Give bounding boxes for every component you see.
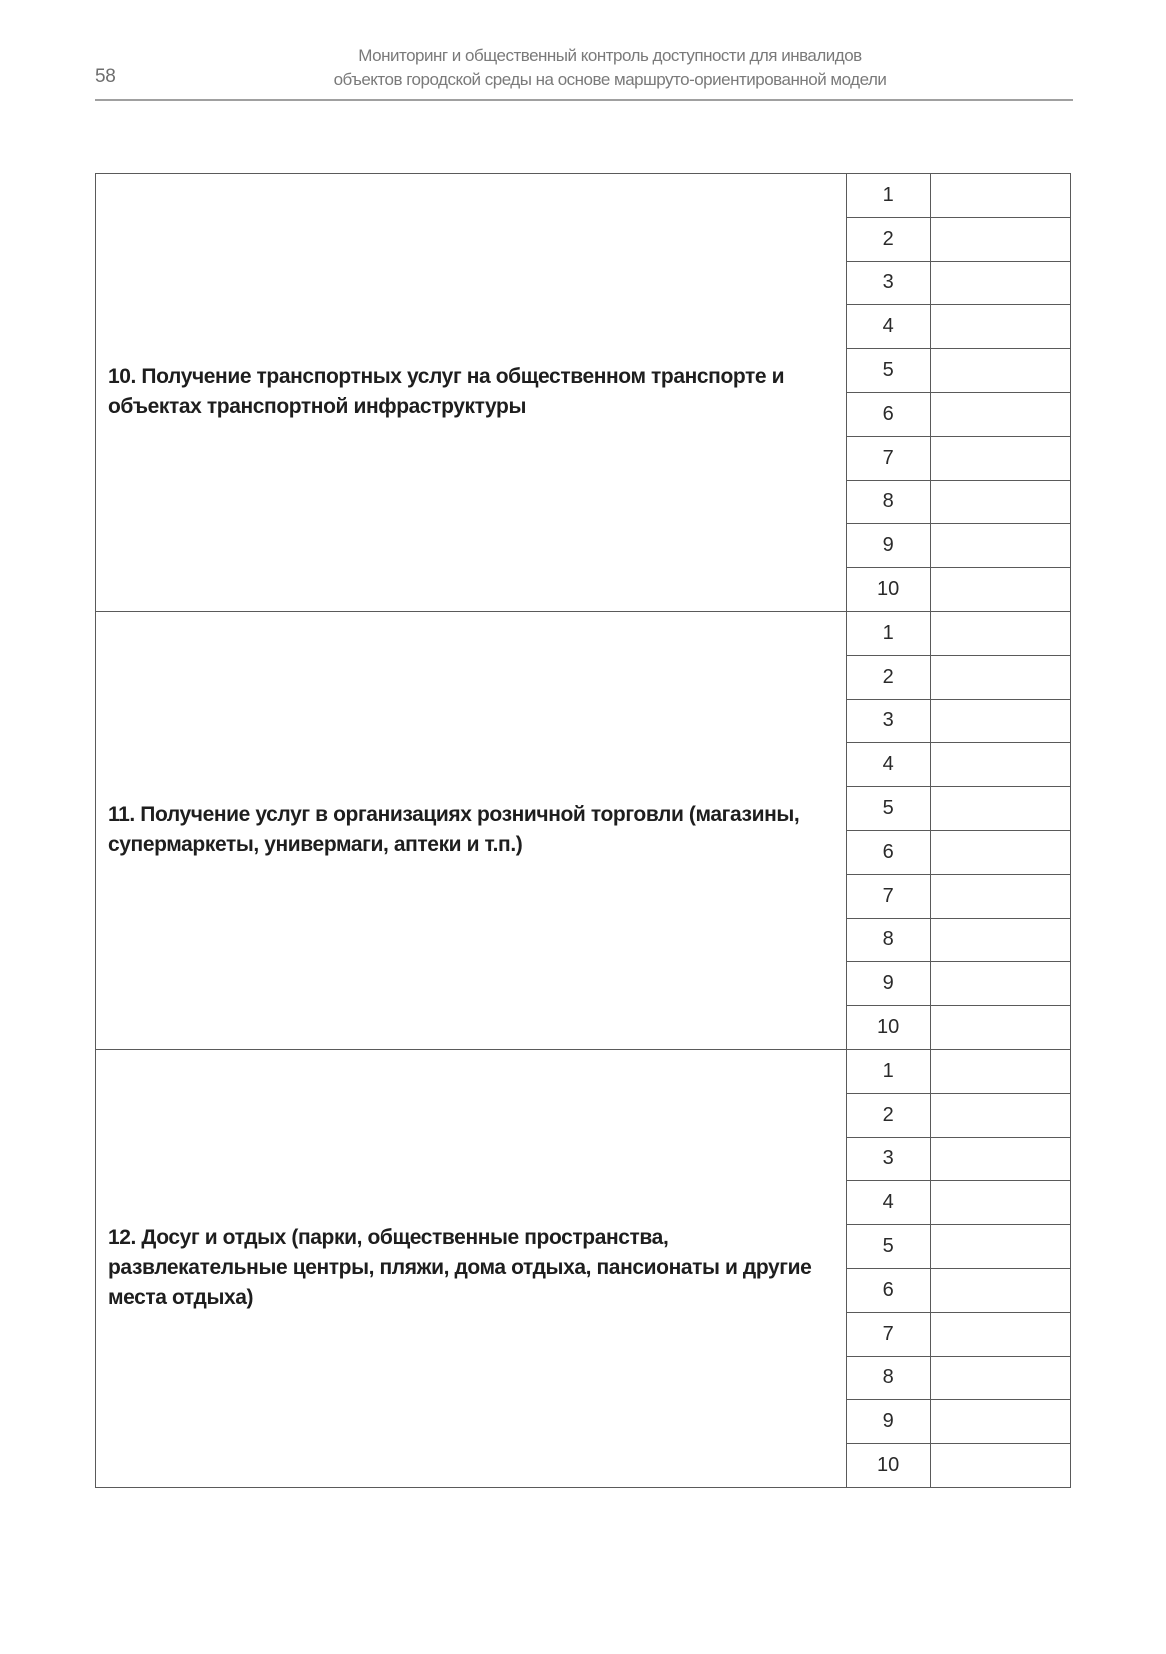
answer-cell[interactable] <box>930 1093 1070 1137</box>
row-number: 4 <box>846 305 930 349</box>
answer-cell[interactable] <box>930 436 1070 480</box>
answer-cell[interactable] <box>930 962 1070 1006</box>
row-number: 6 <box>846 1268 930 1312</box>
row-number: 2 <box>846 1093 930 1137</box>
page-number: 58 <box>95 66 116 87</box>
row-number: 7 <box>846 874 930 918</box>
row-number: 4 <box>846 1181 930 1225</box>
running-title-line-1: Мониторинг и общественный контроль доступности для инвалидов <box>358 46 862 65</box>
answer-cell[interactable] <box>930 787 1070 831</box>
row-number: 10 <box>846 1444 930 1488</box>
assessment-table <box>95 173 1071 1488</box>
row-number: 1 <box>846 174 930 218</box>
answer-cell[interactable] <box>930 174 1070 218</box>
row-number: 7 <box>846 1312 930 1356</box>
table-row <box>96 1049 1071 1093</box>
row-number: 5 <box>846 349 930 393</box>
row-number: 7 <box>846 436 930 480</box>
row-number: 3 <box>846 261 930 305</box>
row-number: 5 <box>846 787 930 831</box>
table-row <box>96 611 1071 655</box>
answer-cell[interactable] <box>930 1049 1070 1093</box>
answer-cell[interactable] <box>930 830 1070 874</box>
answer-cell[interactable] <box>930 480 1070 524</box>
answer-cell[interactable] <box>930 1181 1070 1225</box>
table-row <box>96 174 1071 218</box>
running-title-line-2: объектов городской среды на основе маршруто-ориентированной модели <box>333 70 887 89</box>
answer-cell[interactable] <box>930 655 1070 699</box>
answer-cell[interactable] <box>930 874 1070 918</box>
row-number: 9 <box>846 1400 930 1444</box>
category-title: 11. Получение услуг в организациях розничной торговли (магазины, супермаркеты, универмаги, аптеки и т.п.) <box>96 611 847 1049</box>
row-number: 9 <box>846 524 930 568</box>
answer-cell[interactable] <box>930 1400 1070 1444</box>
running-title <box>200 44 1020 92</box>
row-number: 10 <box>846 1006 930 1050</box>
answer-cell[interactable] <box>930 1312 1070 1356</box>
answer-cell[interactable] <box>930 743 1070 787</box>
answer-cell[interactable] <box>930 305 1070 349</box>
category-title: 12. Досуг и отдых (парки, общественные пространства, развлекательные центры, пляжи, дома отдыха, пансионаты и другие места отдыха) <box>96 1049 847 1487</box>
row-number: 9 <box>846 962 930 1006</box>
answer-cell[interactable] <box>930 611 1070 655</box>
row-number: 6 <box>846 830 930 874</box>
row-number: 4 <box>846 743 930 787</box>
row-number: 10 <box>846 568 930 612</box>
answer-cell[interactable] <box>930 349 1070 393</box>
category-title: 10. Получение транспортных услуг на общественном транспорте и объектах транспортной инфраструктуры <box>96 174 847 612</box>
row-number: 1 <box>846 1049 930 1093</box>
answer-cell[interactable] <box>930 1444 1070 1488</box>
answer-cell[interactable] <box>930 1006 1070 1050</box>
answer-cell[interactable] <box>930 1268 1070 1312</box>
answer-cell[interactable] <box>930 261 1070 305</box>
row-number: 5 <box>846 1225 930 1269</box>
row-number: 3 <box>846 699 930 743</box>
answer-cell[interactable] <box>930 217 1070 261</box>
row-number: 3 <box>846 1137 930 1181</box>
row-number: 8 <box>846 918 930 962</box>
answer-cell[interactable] <box>930 699 1070 743</box>
row-number: 2 <box>846 655 930 699</box>
answer-cell[interactable] <box>930 1225 1070 1269</box>
row-number: 2 <box>846 217 930 261</box>
row-number: 1 <box>846 611 930 655</box>
answer-cell[interactable] <box>930 524 1070 568</box>
answer-cell[interactable] <box>930 568 1070 612</box>
answer-cell[interactable] <box>930 392 1070 436</box>
row-number: 6 <box>846 392 930 436</box>
answer-cell[interactable] <box>930 1137 1070 1181</box>
row-number: 8 <box>846 480 930 524</box>
header-divider <box>95 99 1073 101</box>
answer-cell[interactable] <box>930 1356 1070 1400</box>
answer-cell[interactable] <box>930 918 1070 962</box>
row-number: 8 <box>846 1356 930 1400</box>
